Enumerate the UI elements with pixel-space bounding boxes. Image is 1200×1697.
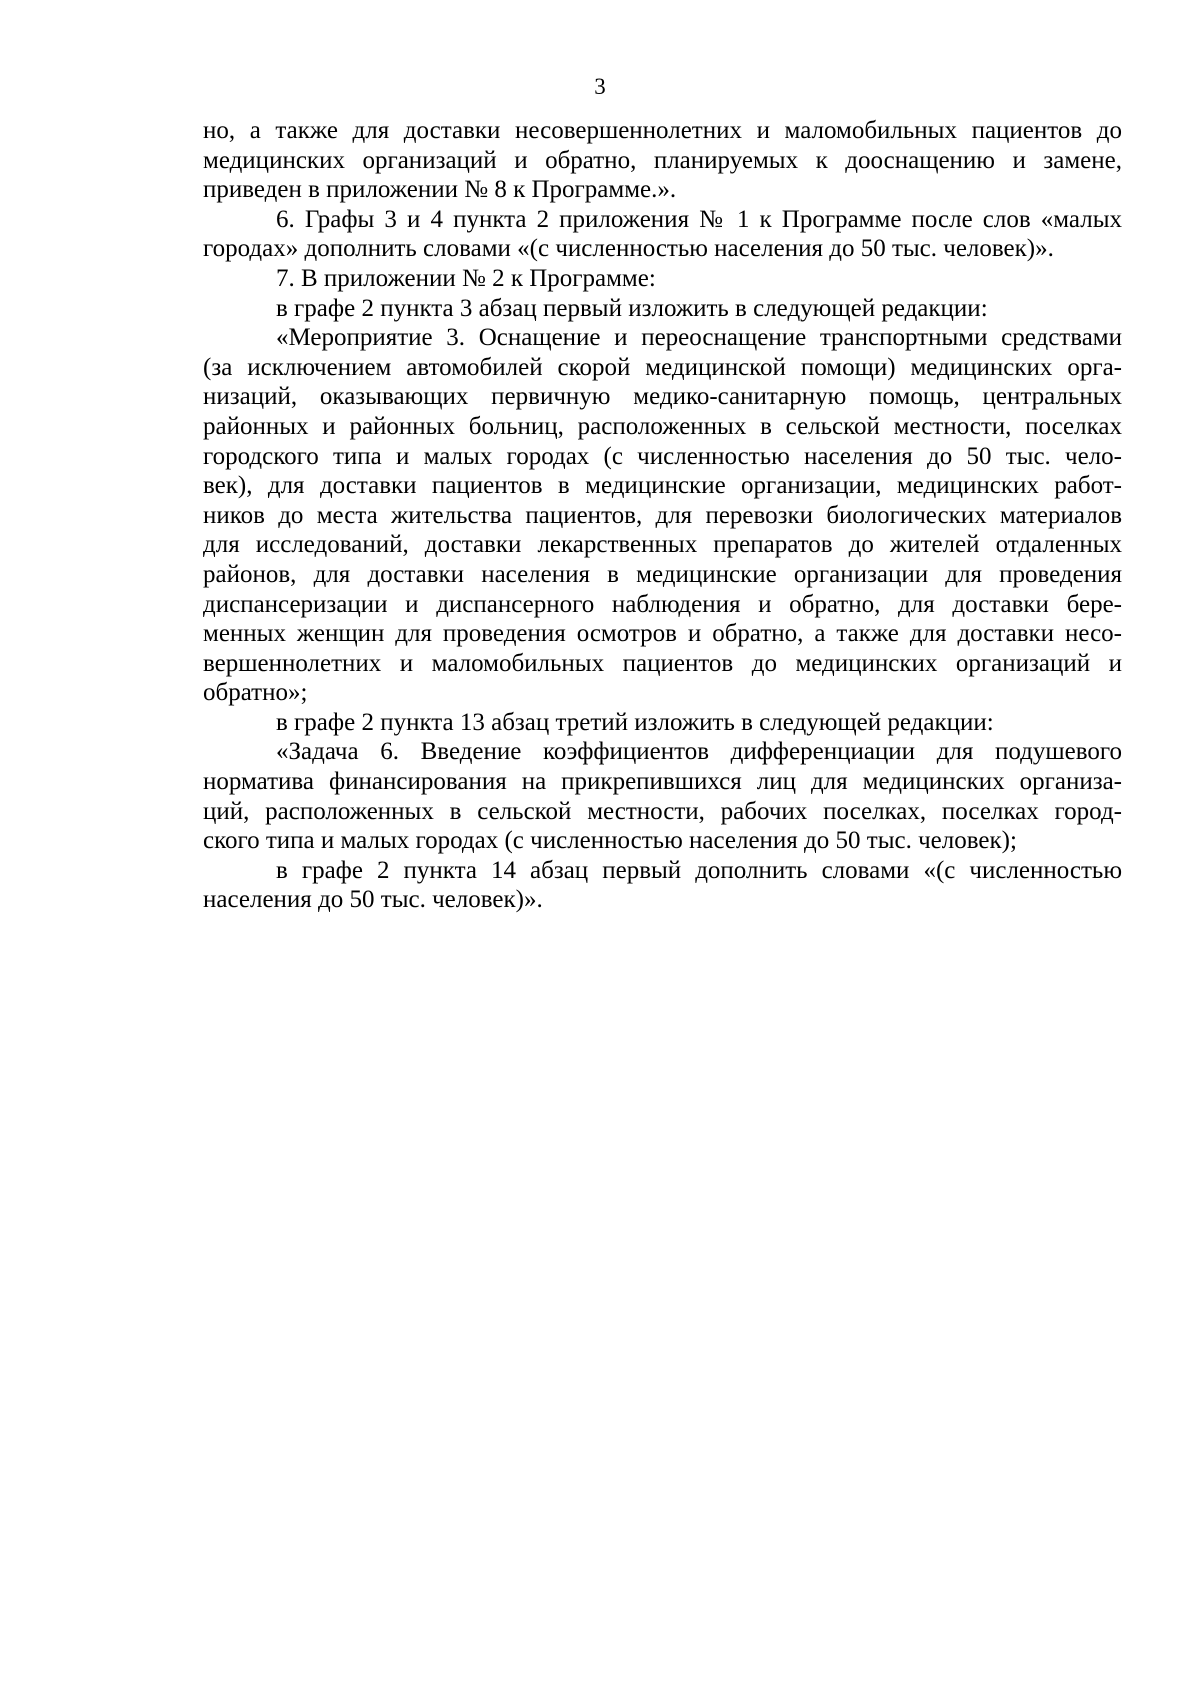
text-line: районных и районных больниц, расположенных в сельской местности, поселках [203, 412, 1122, 440]
text-line: «Мероприятие 3. Оснащение и переоснащение транспортными средствами [276, 324, 1122, 352]
text-line: вершеннолетних и маломобильных пациентов до медицинских организаций и [203, 649, 1122, 677]
text-line: для исследований, доставки лекарственных препаратов до жителей отдаленных [203, 531, 1122, 559]
text-line: приведен в приложении № 8 к Программе.». [203, 176, 677, 204]
text-line: в графе 2 пункта 13 абзац третий изложить в следующей редакции: [276, 708, 994, 736]
text-line: 6. Графы 3 и 4 пункта 2 приложения № 1 к Программе после слов «малых [276, 205, 1122, 233]
text-line: ций, расположенных в сельской местности, рабочих поселках, поселках город- [203, 797, 1122, 825]
text-line: низаций, оказывающих первичную медико-санитарную помощь, центральных [203, 383, 1122, 411]
page-number: 3 [594, 74, 606, 99]
text-line: в графе 2 пункта 3 абзац первый изложить в следующей редакции: [276, 294, 988, 322]
text-line: менных женщин для проведения осмотров и обратно, а также для доставки несо- [203, 620, 1122, 648]
text-line: но, а также для доставки несовершеннолетних и маломобильных пациентов до [203, 117, 1122, 144]
text-line: городского типа и малых городах (с численностью населения до 50 тыс. чело- [203, 442, 1122, 470]
text-line: обратно»; [203, 679, 308, 707]
text-line: ского типа и малых городах (с численностью населения до 50 тыс. человек); [203, 827, 1017, 855]
text-line: диспансеризации и диспансерного наблюдения и обратно, для доставки бере- [203, 590, 1122, 618]
text-line: «Задача 6. Введение коэффициентов дифференциации для подушевого [276, 738, 1122, 766]
text-line: 7. В приложении № 2 к Программе: [276, 264, 656, 292]
text-line: в графе 2 пункта 14 абзац первый дополнить словами «(с численностью [276, 856, 1122, 884]
text-line: населения до 50 тыс. человек)». [203, 886, 543, 914]
text-line: ников до места жительства пациентов, для перевозки биологических материалов [203, 501, 1122, 529]
text-line: городах» дополнить словами «(с численностью населения до 50 тыс. человек)». [203, 235, 1054, 263]
text-line: (за исключением автомобилей скорой медицинской помощи) медицинских орга- [203, 353, 1122, 381]
document-body [203, 116, 1122, 915]
text-line: норматива финансирования на прикрепившихся лиц для медицинских организа- [203, 768, 1122, 796]
text-line: медицинских организаций и обратно, планируемых к дооснащению и замене, [203, 146, 1122, 174]
text-line: районов, для доставки населения в медицинские организации для проведения [203, 560, 1122, 588]
text-line: век), для доставки пациентов в медицинские организации, медицинских работ- [203, 472, 1122, 500]
